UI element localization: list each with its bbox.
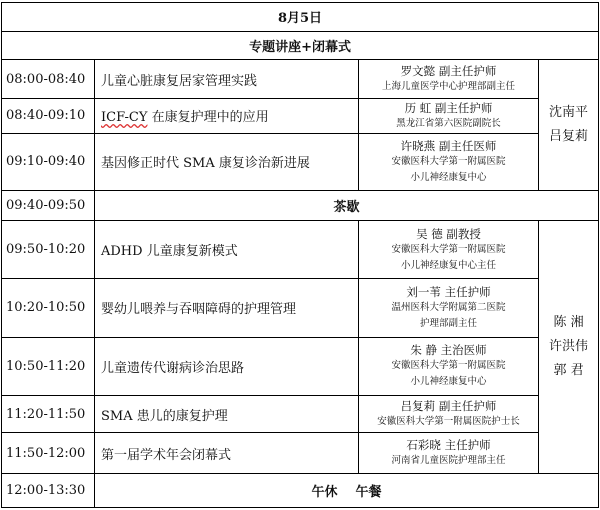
time-cell: 11:50-12:00 (2, 433, 95, 474)
topic-abbr: ICF-CY (101, 110, 148, 126)
break-row (2, 190, 599, 221)
table-row (2, 60, 599, 99)
speaker-cell (359, 433, 539, 474)
table-row (2, 279, 599, 337)
topic-cell: SMA 患儿的康复护理 (95, 395, 359, 433)
time-cell: 10:50-11:20 (2, 337, 95, 395)
session-row (2, 31, 599, 60)
time-cell: 08:40-09:10 (2, 98, 95, 133)
speaker-cell (359, 60, 539, 99)
date-header: 8月5日 (2, 3, 599, 32)
table-row (2, 133, 599, 190)
topic-cell: 基因修正时代 SMA 康复诊治新进展 (95, 133, 359, 190)
speaker-affiliation: 黑龙江省第六医院副院长 (396, 117, 501, 129)
table-row (2, 337, 599, 395)
speaker-name: 吕复莉 副主任护师 (400, 399, 497, 414)
speaker-affiliation: 温州医科大学附属第二医院 (391, 301, 506, 313)
schedule-table (1, 2, 599, 508)
time-cell: 11:20-11:50 (2, 395, 95, 433)
time-cell: 08:00-08:40 (2, 60, 95, 99)
speaker-cell (359, 337, 539, 395)
table-row (2, 98, 599, 133)
chair-name: 许洪伟 (549, 339, 589, 355)
topic-cell (95, 98, 359, 133)
session-title: 专题讲座+闭幕式 (2, 31, 599, 60)
speaker-name: 刘一苇 主任护师 (406, 284, 491, 299)
table-row (2, 221, 599, 279)
time-cell: 09:10-09:40 (2, 133, 95, 190)
topic-cell: ADHD 儿童康复新模式 (95, 221, 359, 279)
speaker-affiliation: 安徽医科大学第一附属医院 (391, 360, 506, 372)
speaker-cell (359, 395, 539, 433)
lunch-label (95, 474, 599, 508)
speaker-name: 许晓燕 副主任医师 (400, 138, 497, 153)
chair-name: 沈南平 (549, 104, 589, 120)
lunch-meal-label: 午餐 (355, 485, 382, 501)
topic-cell: 第一届学术年会闭幕式 (95, 433, 359, 474)
speaker-department: 小儿神经康复中心主任 (400, 259, 496, 271)
topic-cell: 儿童遗传代谢病诊治思路 (95, 337, 359, 395)
speaker-cell (359, 279, 539, 337)
speaker-affiliation: 上海儿童医学中心护理部副主任 (381, 81, 515, 92)
lunch-row (2, 474, 599, 508)
tea-break-label: 茶歇 (95, 190, 599, 221)
speaker-affiliation: 河南省儿童医院护理部主任 (391, 455, 506, 467)
chair-name: 郭 君 (553, 363, 584, 379)
time-cell: 10:20-10:50 (2, 279, 95, 337)
speaker-name: 吴 德 副教授 (416, 226, 481, 241)
speaker-name: 朱 静 主治医师 (410, 343, 487, 358)
speaker-name: 历 虹 副主任护师 (404, 100, 493, 115)
topic-text: 在康复护理中的应用 (147, 110, 269, 126)
speaker-department: 护理部副主任 (419, 317, 477, 329)
speaker-affiliation: 安徽医科大学第一附属医院 (391, 243, 506, 255)
topic-cell: 儿童心脏康复居家管理实践 (95, 60, 359, 99)
speaker-cell (359, 98, 539, 133)
topic-cell: 婴幼儿喂养与吞咽障碍的护理管理 (95, 279, 359, 337)
chair-name: 吕复莉 (549, 128, 589, 144)
date-row (2, 3, 599, 32)
chairs-cell-late (539, 221, 599, 474)
chairs-cell-morning (539, 60, 599, 191)
time-cell: 09:50-10:20 (2, 221, 95, 279)
speaker-affiliation: 安徽医科大学第一附属医院护士长 (377, 416, 520, 428)
table-row (2, 433, 599, 474)
chair-name: 陈 湘 (553, 315, 584, 331)
speaker-department: 小儿神经康复中心 (410, 376, 487, 388)
speaker-affiliation: 安徽医科大学第一附属医院 (391, 155, 506, 167)
speaker-cell (359, 221, 539, 279)
time-cell: 09:40-09:50 (2, 190, 95, 221)
speaker-name: 石彩晓 主任护师 (406, 438, 491, 453)
speaker-name: 罗文懿 副主任护师 (400, 64, 497, 78)
speaker-department: 小儿神经康复中心 (410, 171, 487, 183)
table-row (2, 395, 599, 433)
lunch-rest-label: 午休 (311, 485, 338, 501)
speaker-cell (359, 133, 539, 190)
time-cell: 12:00-13:30 (2, 474, 95, 508)
